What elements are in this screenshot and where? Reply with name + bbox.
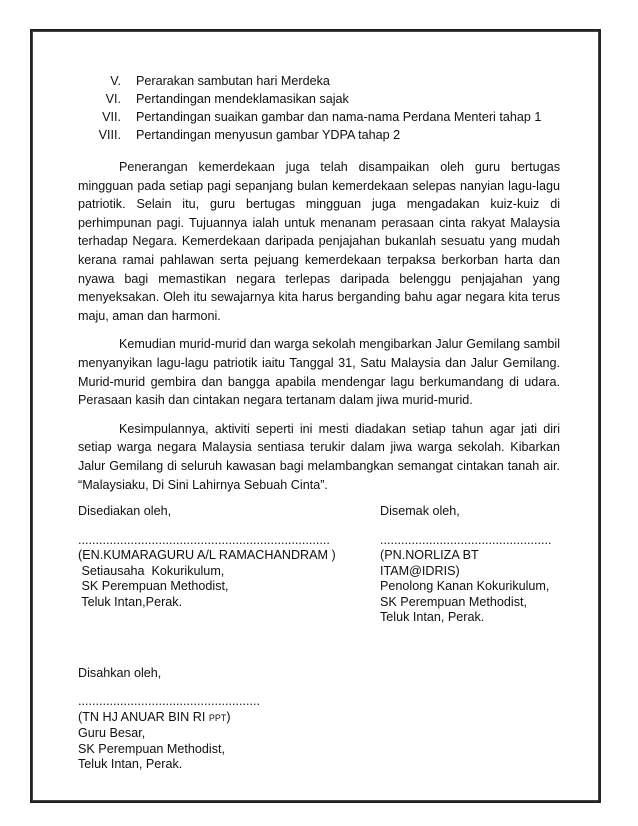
list-number: VII.: [102, 110, 121, 124]
preparer-title: Setiausaha Kokurikulum,: [78, 563, 225, 578]
reviewer-title: Penolong Kanan Kokurikulum,: [380, 579, 550, 594]
approver-location: Teluk Intan, Perak.: [78, 757, 183, 772]
prepared-by-heading: Disediakan oleh,: [78, 504, 172, 519]
signature-line: ....................................................: [78, 694, 260, 709]
paragraph: Kemudian murid-murid dan warga sekolah mengibarkan Jalur Gemilang sambil menyanyikan lagu-lagu patriotik iaitu Tanggal 31, Satu Malaysia dan Jalur Gemilang. Murid-murid gembira dan bangga apabila mendengar lagu berkumandang di udara. Perasaan kasih dan cintakan negara tertanam dalam jiwa murid-murid.: [78, 337, 560, 408]
approved-by-heading: Disahkan oleh,: [78, 665, 162, 680]
signature-line: ........................................................................: [78, 532, 330, 547]
approved-by-block: [78, 666, 560, 773]
list-text: Pertandingan mendeklamasikan sajak: [136, 92, 349, 106]
activity-list: [78, 72, 560, 144]
signature-line: .................................................: [380, 532, 552, 547]
reviewed-by-block: [380, 504, 560, 626]
list-item: [78, 90, 560, 108]
preparer-school: SK Perempuan Methodist,: [78, 579, 229, 594]
list-text: Pertandingan suaikan gambar dan nama-nama Perdana Menteri tahap 1: [136, 110, 542, 124]
reviewer-school: SK Perempuan Methodist,: [380, 594, 528, 609]
list-number: VI.: [105, 92, 121, 106]
list-number: VIII.: [98, 128, 121, 142]
approver-name-text: (TN HJ ANUAR BIN RI: [78, 709, 209, 724]
document-body: [78, 72, 560, 773]
prepared-by-block: [78, 504, 336, 626]
preparer-name: (EN.KUMARAGURU A/L RAMACHANDRAM ): [78, 548, 336, 563]
list-text: Pertandingan menyusun gambar YDPA tahap 2: [136, 128, 401, 142]
list-item: [78, 72, 560, 90]
preparer-location: Teluk Intan,Perak.: [78, 594, 183, 609]
list-text: Perarakan sambutan hari Merdeka: [136, 74, 330, 88]
approver-name: [78, 710, 560, 727]
list-item: [78, 126, 560, 144]
approver-name-close: ): [226, 709, 231, 724]
reviewed-by-heading: Disemak oleh,: [380, 504, 460, 519]
reviewer-location: Teluk Intan, Perak.: [380, 610, 485, 625]
paragraph: Kesimpulannya, aktiviti seperti ini mesti diadakan setiap tahun agar jati diri setiap warga negara Malaysia sentiasa terukir dalam jiwa warga sekolah. Kibarkan Jalur Gemilang di seluruh kawasan bagi melambangkan semangat cintakan tanah air. “Malaysiaku, Di Sini Lahirnya Sebuah Cinta”.: [78, 421, 560, 492]
approver-school: SK Perempuan Methodist,: [78, 741, 226, 756]
paragraph: Penerangan kemerdekaan juga telah disampaikan oleh guru bertugas mingguan pada setiap pagi sepanjang bulan kemerdekaan selepas nanyian lagu-lagu patriotik. Selain itu, guru bertugas mingguan juga mengadakan kuiz-kuiz di perhimpunan pagi. Tujuannya ialah untuk menanam perasaan cinta rakyat Malaysia terhadap Negara. Kemerdekaan daripada penjajahan bukanlah sesuatu yang mudah kerana ramai pahlawan serta pejuang kemerdekaan terpaksa berkorban harta dan nyawa bagi memastikan negara terlepas daripada belenggu penjajahan yang menyeksakan. Oleh itu sewajarnya kita harus berganding bahu agar negara kita terus maju, aman dan harmoni.: [78, 160, 560, 323]
list-item: [78, 108, 560, 126]
reviewer-name: (PN.NORLIZA BT ITAM@IDRIS): [380, 548, 479, 578]
approver-title-suffix: PPT: [208, 712, 227, 723]
signature-row: [78, 504, 560, 626]
approver-title: Guru Besar,: [78, 726, 146, 741]
list-number: V.: [110, 74, 121, 88]
